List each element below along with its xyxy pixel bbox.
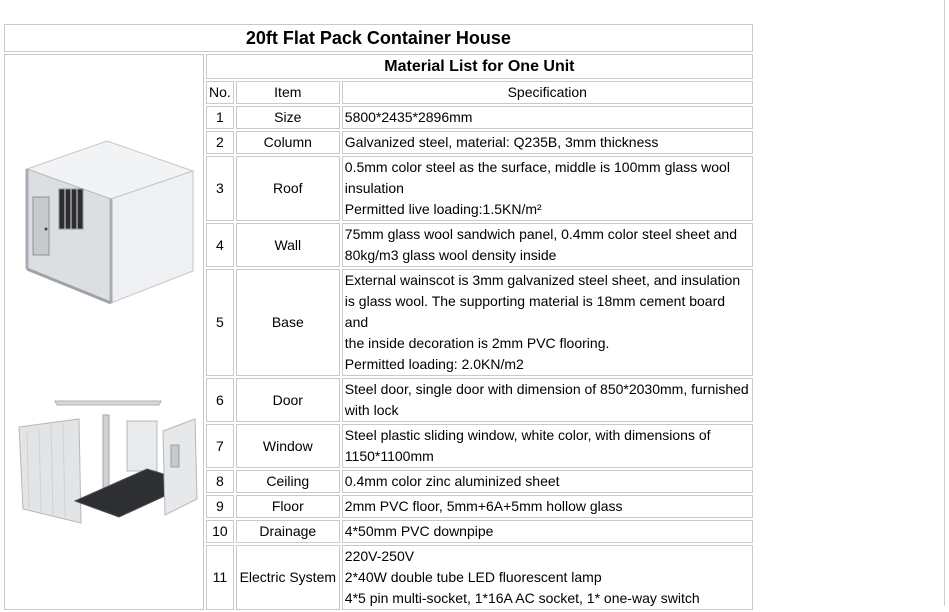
specification-line: 0.5mm color steel as the surface, middle is 100mm glass wool: [344, 159, 730, 175]
specification-line: 0.4mm color zinc aluminized sheet: [344, 473, 560, 489]
row-specification: [342, 106, 753, 129]
specification-line: External wainscot is 3mm galvanized steel sheet, and insulation: [344, 272, 741, 288]
row-item: Column: [236, 131, 340, 154]
specification-line: 75mm glass wool sandwich panel, 0.4mm color steel sheet and: [344, 226, 737, 242]
specification-line: 1150*1100mm: [344, 448, 434, 464]
row-number: 1: [206, 106, 234, 129]
row-number: 5: [206, 269, 234, 376]
row-specification: [342, 378, 753, 422]
row-number: 9: [206, 495, 234, 518]
row-item: Wall: [236, 223, 340, 267]
container-house-exploded-image: [19, 401, 197, 523]
row-number: 4: [206, 223, 234, 267]
specification-line: 2*40W double tube LED fluorescent lamp: [344, 569, 602, 585]
product-images-cell: [4, 54, 204, 610]
column-header-specification: Specification: [342, 81, 753, 104]
row-item: Roof: [236, 156, 340, 221]
specification-line: insulation: [344, 180, 404, 196]
specification-line: 5800*2435*2896mm: [344, 109, 473, 125]
row-item: Base: [236, 269, 340, 376]
row-number: 2: [206, 131, 234, 154]
specification-line: the inside decoration is 2mm PVC flooring.: [344, 335, 610, 351]
specification-line: 2mm PVC floor, 5mm+6A+5mm hollow glass: [344, 498, 623, 514]
specification-line: Permitted loading: 2.0KN/m2: [344, 356, 524, 372]
specification-line: Permitted live loading:1.5KN/m²: [344, 201, 542, 217]
material-list-table: [2, 22, 755, 612]
row-specification: [342, 131, 753, 154]
row-number: 3: [206, 156, 234, 221]
row-item: Size: [236, 106, 340, 129]
row-number: 7: [206, 424, 234, 468]
row-specification: [342, 520, 753, 543]
subtitle-row: [4, 54, 753, 79]
row-specification: [342, 424, 753, 468]
row-item: Ceiling: [236, 470, 340, 493]
row-specification: [342, 470, 753, 493]
column-header-item: Item: [236, 81, 340, 104]
row-specification: [342, 156, 753, 221]
row-specification: [342, 545, 753, 610]
title-row: [4, 24, 753, 52]
specification-line: is glass wool. The supporting material is 18mm cement board and: [344, 293, 726, 330]
row-item: Window: [236, 424, 340, 468]
row-specification: [342, 495, 753, 518]
specification-line: Galvanized steel, material: Q235B, 3mm thickness: [344, 134, 659, 150]
row-specification: [342, 269, 753, 376]
row-number: 6: [206, 378, 234, 422]
specification-line: with lock: [344, 402, 399, 418]
row-number: 11: [206, 545, 234, 610]
section-title: Material List for One Unit: [206, 54, 753, 79]
window-edge-divider: [944, 0, 945, 606]
specification-line: 4*50mm PVC downpipe: [344, 523, 494, 539]
specification-line: 4*5 pin multi-socket, 1*16A AC socket, 1* one-way switch: [344, 590, 700, 606]
specification-line: Steel door, single door with dimension of 850*2030mm, furnished: [344, 381, 749, 397]
container-house-images: [7, 59, 201, 605]
row-specification: [342, 223, 753, 267]
column-header-no: No.: [206, 81, 234, 104]
row-item: Drainage: [236, 520, 340, 543]
specification-line: 220V-250V: [344, 548, 415, 564]
row-number: 8: [206, 470, 234, 493]
row-item: Door: [236, 378, 340, 422]
specification-line: 80kg/m3 glass wool density inside: [344, 247, 557, 263]
page-title: 20ft Flat Pack Container House: [4, 24, 753, 52]
container-house-assembled-image: [27, 141, 193, 303]
row-item: Electric System: [236, 545, 340, 610]
row-number: 10: [206, 520, 234, 543]
row-item: Floor: [236, 495, 340, 518]
specification-line: Steel plastic sliding window, white color, with dimensions of: [344, 427, 711, 443]
